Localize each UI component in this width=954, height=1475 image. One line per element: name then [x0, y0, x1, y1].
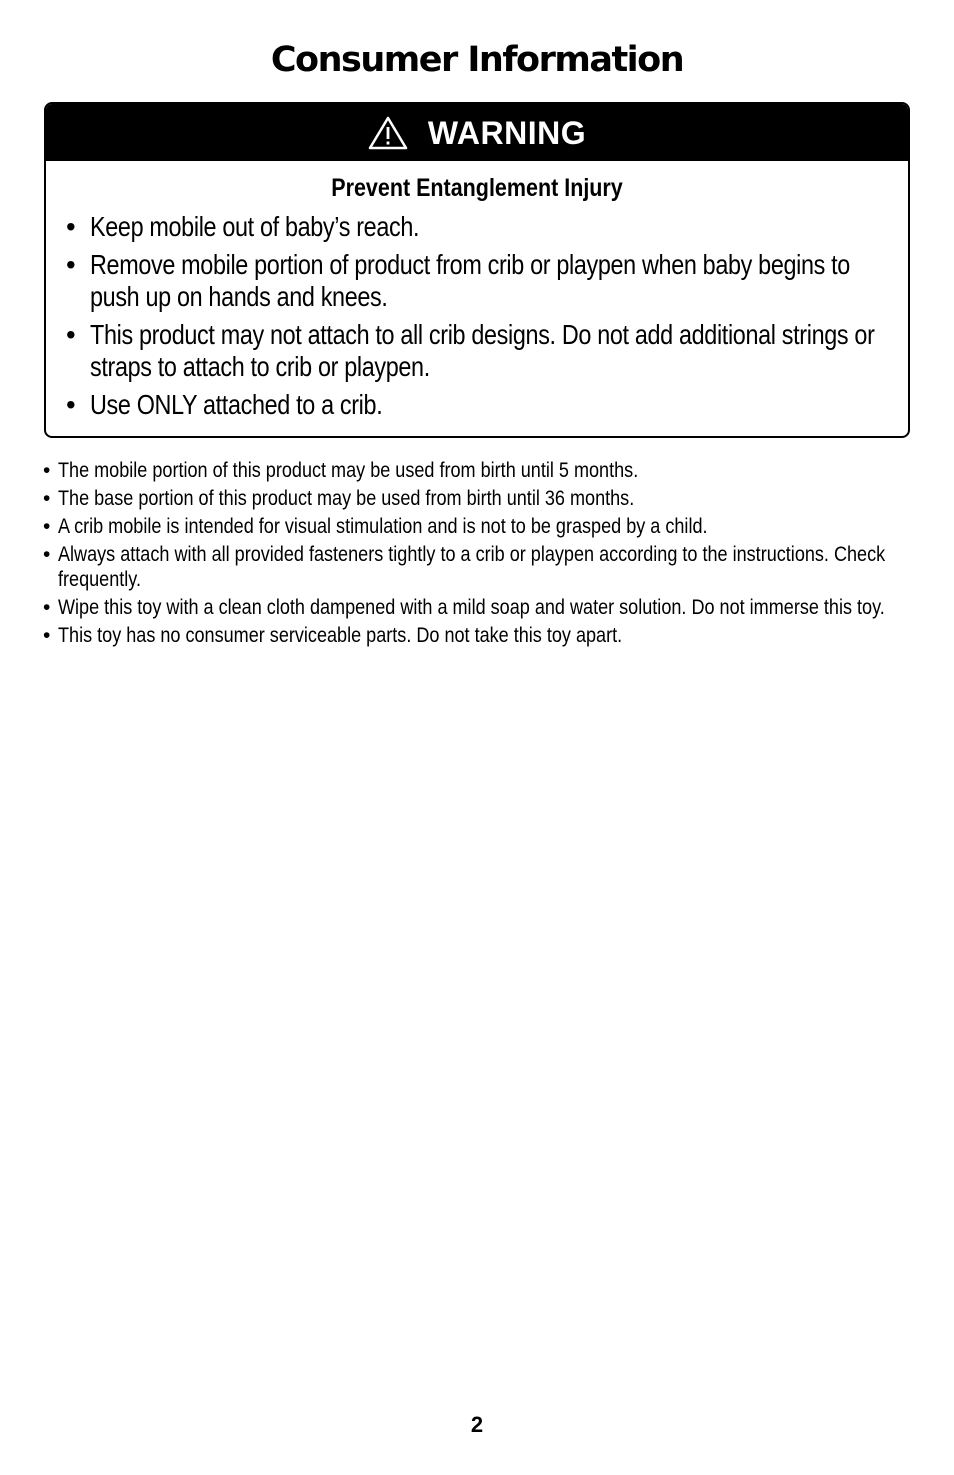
warning-list-item	[66, 389, 888, 421]
warning-list-item	[66, 319, 888, 383]
bullet: •	[66, 249, 76, 280]
warning-list-item	[66, 249, 888, 313]
note-list-item	[43, 542, 913, 592]
bullet: •	[43, 515, 51, 538]
note-list-item	[43, 623, 913, 648]
note-item-text: The mobile portion of this product may be used from birth until 5 months.	[58, 459, 639, 482]
note-item-text: The base portion of this product may be used from birth until 36 months.	[58, 487, 635, 510]
notes-list	[43, 458, 913, 651]
note-list-item	[43, 458, 913, 483]
warning-subtitle: Prevent Entanglement Injury	[331, 174, 623, 202]
bullet: •	[43, 624, 51, 647]
note-item-text: This toy has no consumer serviceable parts. Do not take this toy apart.	[58, 624, 623, 647]
warning-header	[46, 104, 908, 161]
warning-list-item	[66, 211, 888, 243]
warning-item-text: This product may not attach to all crib designs. Do not add additional strings or straps to attach to crib or playpen.	[90, 319, 875, 382]
warning-list	[46, 211, 908, 421]
note-item-text: Wipe this toy with a clean cloth dampened with a mild soap and water solution. Do not immerse this toy.	[58, 596, 885, 619]
bullet: •	[43, 487, 51, 510]
bullet: •	[66, 319, 76, 350]
warning-title: WARNING	[427, 114, 587, 151]
bullet: •	[66, 211, 76, 242]
warning-box	[44, 102, 910, 438]
warning-item-text: Use ONLY attached to a crib.	[90, 389, 383, 420]
warning-item-text: Remove mobile portion of product from crib or playpen when baby begins to push up on hands and knees.	[90, 249, 850, 312]
note-item-text: A crib mobile is intended for visual stimulation and is not to be grasped by a child.	[58, 515, 708, 538]
warning-triangle-icon	[368, 116, 408, 150]
warning-item-text: Keep mobile out of baby’s reach.	[90, 211, 420, 242]
note-list-item	[43, 595, 913, 620]
note-item-text: Always attach with all provided fasteners tightly to a crib or playpen according to the instructions. Check frequently.	[58, 543, 886, 591]
bullet: •	[43, 543, 51, 566]
bullet: •	[43, 596, 51, 619]
bullet: •	[66, 389, 76, 420]
note-list-item	[43, 514, 913, 539]
page-title: Consumer Information	[270, 40, 684, 80]
bullet: •	[43, 459, 51, 482]
page-number: 2	[470, 1412, 484, 1437]
note-list-item	[43, 486, 913, 511]
